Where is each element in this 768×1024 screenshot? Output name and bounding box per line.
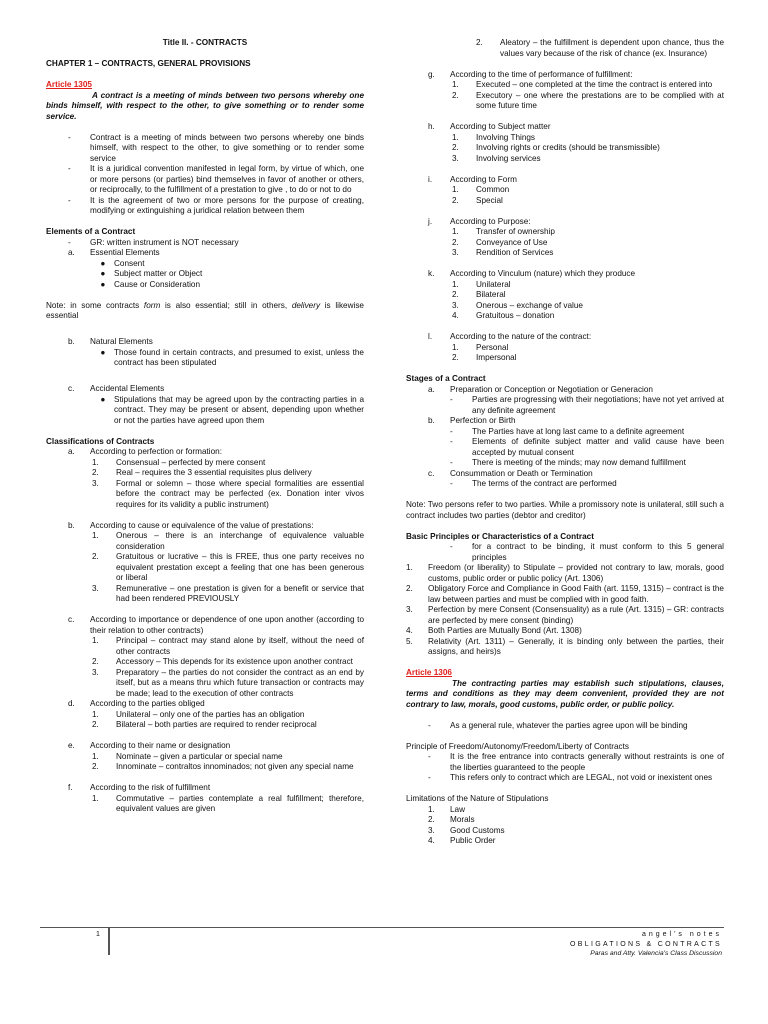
article-1305-label: Article 1305 (46, 80, 92, 89)
list-item: ● Those found in certain contracts, and presumed to exist, unless the contract has been stipulated (100, 347, 364, 367)
list-item: j. According to Purpose: (428, 216, 531, 226)
elements-note: Note: in some contracts form is also essential; still in others, delivery is likewise essential (46, 300, 364, 320)
list-item: 1. Unilateral (452, 279, 511, 289)
list-item: 1. Principal – contract may stand alone by itself, without the need of other contracts (92, 636, 364, 656)
list-item: - Elements of definite subject matter and valid cause have been accepted by mutual consent (450, 437, 724, 457)
list-item: - The Parties have at long last came to a definite agreement (450, 426, 685, 436)
list-item: 2. Bilateral – both parties are required to render reciprocal (92, 720, 317, 729)
list-item: - There is meeting of the minds; may now demand fulfillment (450, 458, 686, 467)
list-item: 1. Nominate – given a particular or special name (92, 751, 283, 761)
list-item: 2. Impersonal (452, 353, 517, 362)
list-item: 2. Conveyance of Use (452, 237, 548, 247)
list-item: b. Perfection or Birth (428, 416, 516, 425)
list-item: c. According to importance or dependence of one upon another (according to their relation to other contracts) (68, 615, 364, 635)
list-item: 1. Involving Things (452, 132, 536, 142)
list-item: 2. Innominate – contraltos innominados; not given any special name (92, 762, 354, 771)
list-item: 3. Involving services (452, 153, 541, 163)
list-item: 1. Personal (452, 342, 509, 352)
list-item: - for a contract to be binding, it must conform to this 5 general principles (450, 542, 724, 562)
list-item: 4. Gratuitous – donation (452, 311, 555, 320)
article-1305-text: A contract is a meeting of minds between two persons whereby one binds himself, with respect to the other, to give something or to render some service. (46, 90, 364, 121)
article-1306-text: The contracting parties may establish such stipulations, clauses, terms and conditions as they may deem convenient, provided they are not contrary to law, morals, good customs, public order, or public policy. (406, 678, 724, 709)
page-number: 1 (96, 931, 100, 938)
list-item: b. According to cause or equivalence of the value of prestations: (68, 520, 314, 530)
list-item: 3. Rendition of Services (452, 248, 554, 257)
list-item: 2. Real – requires the 3 essential requisites plus delivery (92, 468, 312, 477)
list-item: e. According to their name or designation (68, 741, 231, 750)
principles-heading: Basic Principles or Characteristics of a Contract (406, 531, 594, 541)
list-item: - It is the free entrance into contracts generally without restraints is one of the liberties guaranteed to the people (428, 752, 724, 772)
footer-vertical-divider (108, 928, 110, 955)
title: Title II. - CONTRACTS (162, 38, 248, 47)
list-item: 1. Onerous – there is an interchange of equivalence valuable consideration (92, 531, 364, 551)
list-item: 1. Freedom (or liberality) to Stipulate – provided not contrary to law, morals, good customs, public order or public policy (Art. 1306) (406, 563, 724, 583)
list-item: g. According to the time of performance of fulfillment: (428, 69, 633, 79)
list-item: 4. Both Parties are Mutually Bond (Art. 1308) (406, 626, 582, 635)
list-item: - It is the agreement of two or more persons for the purpose of creating, modifying or extinguishing a juridical relation between them (68, 195, 364, 215)
list-item: - GR: written instrument is NOT necessary (68, 237, 239, 247)
list-item: ● Subject matter or Object (100, 269, 203, 278)
left-column (46, 38, 364, 815)
list-item: 3. Good Customs (428, 825, 505, 835)
list-item: - This refers only to contract which are LEGAL, not void or inexistent ones (428, 773, 713, 782)
list-item: - It is a juridical convention manifested in legal form, by virtue of which, one or more persons (or parties) bind themselves in favor of another or others, or reciprocally, to the fulfillment of a prestation to give , to do or not to do (68, 164, 364, 194)
list-item: h. According to Subject matter (428, 122, 551, 131)
list-item: 2. Executory – one where the prestations are to be complied with at some future time (452, 90, 724, 110)
list-item: 1. Law (428, 804, 466, 814)
chapter-heading: CHAPTER 1 – CONTRACTS, GENERAL PROVISIONS (46, 59, 251, 68)
list-item: 3. Remunerative – one prestation is given for a benefit or service that had been rendered PREVIOUSLY (92, 583, 364, 603)
list-item: a. According to perfection or formation: (68, 447, 222, 456)
list-item: ● Cause or Consideration (100, 279, 201, 289)
list-item: - Parties are progressing with their negotiations; have not yet arrived at any definite agreement (450, 395, 724, 415)
list-item: 3. Formal or solemn – those where special formalities are essential before the contract may be perfected (ex. Donation inter vivos requires for its validity a public instrument) (92, 478, 364, 509)
freedom-heading: Principle of Freedom/Autonomy/Freedom/Liberty of Contracts (406, 741, 629, 751)
elements-heading: Elements of a Contract (46, 227, 136, 236)
stages-heading: Stages of a Contract (406, 374, 486, 383)
list-item: a. Essential Elements (68, 248, 160, 257)
footer-notes-title: angel's notes (641, 931, 722, 938)
limitations-heading: Limitations of the Nature of Stipulations (406, 794, 549, 803)
list-item: l. According to the nature of the contract: (428, 332, 592, 341)
list-item: a. Preparation or Conception or Negotiation or Generacion (428, 384, 653, 394)
list-item: 2. Accessory – This depends for its existence upon another contract (92, 657, 353, 666)
article-1306-label: Article 1306 (406, 668, 452, 677)
list-item: 2. Gratuitous or lucrative – this is FREE, thus one party receives no equivalent prestation except a feeling that one has been generous or liberal (92, 552, 364, 582)
list-item: - Contract is a meeting of minds between two persons whereby one binds himself, with respect to the other, to give something or to render some service (68, 132, 364, 163)
list-item: 1. Transfer of ownership (452, 227, 555, 236)
list-item: i. According to Form (428, 174, 517, 184)
list-item: 3. Preparatory – the parties do not consider the contract as an end by itself, but as a means thru which future transaction or contracts may be made; lead to the execution of other contracts (92, 667, 364, 698)
list-item: c. Accidental Elements (68, 384, 165, 393)
list-item: 3. Onerous – exchange of value (452, 300, 583, 310)
list-item: d. According to the parties obliged (68, 699, 205, 708)
list-item: 1. Consensual – perfected by mere consent (92, 457, 266, 467)
footer-subject: OBLIGATIONS & CONTRACTS (570, 941, 722, 948)
list-item: 4. Public Order (428, 836, 496, 845)
list-item: f. According to the risk of fulfillment (68, 783, 211, 792)
classifications-heading: Classifications of Contracts (46, 436, 155, 446)
list-item: 2. Special (452, 195, 503, 205)
list-item: 2. Involving rights or credits (should be transmissible) (452, 143, 660, 152)
list-item: - The terms of the contract are performed (450, 479, 617, 488)
right-column (406, 38, 724, 847)
list-item: 2. Obligatory Force and Compliance in Good Faith (art. 1159, 1315) – contract is the law between parties and must be complied with in good faith. (406, 584, 724, 604)
list-item: 3. Perfection by mere Consent (Consensuality) as a rule (Art. 1315) – GR: contracts are perfected by mere consent (binding) (406, 605, 724, 625)
list-item: ● Stipulations that may be agreed upon by the contracting parties in a contract. They may be present or absent, depending upon whether or not the parties have agreed upon them (100, 394, 364, 425)
list-item: - As a general rule, whatever the parties agree upon will be binding (428, 720, 688, 730)
list-item: 2. Aleatory – the fulfillment is dependent upon chance, thus the values vary because of the risk of chance (ex. Insurance) (476, 38, 724, 58)
list-item: c. Consummation or Death or Termination (428, 468, 593, 478)
stages-note: Note: Two persons refer to two parties. While a promissory note is unilateral, still such a contract includes two parties (debtor and creditor) (406, 500, 724, 520)
footer-source: Paras and Atty. Valencia's Class Discussion (590, 950, 722, 957)
list-item: 2. Morals (428, 815, 475, 824)
list-item: ● Consent (100, 258, 145, 268)
list-item: 2. Bilateral (452, 290, 506, 299)
list-item: b. Natural Elements (68, 337, 153, 346)
list-item: k. According to Vinculum (nature) which they produce (428, 269, 636, 278)
footer-divider (40, 927, 724, 928)
list-item: 1. Commutative – parties contemplate a real fulfillment; therefore, equivalent values are given (92, 793, 364, 813)
list-item: 5. Relativity (Art. 1311) – Generally, it is binding only between the parties, their assigns, and heirs)s (406, 636, 724, 656)
list-item: 1. Unilateral – only one of the parties has an obligation (92, 709, 305, 719)
list-item: 1. Executed – one completed at the time the contract is entered into (452, 80, 713, 89)
list-item: 1. Common (452, 185, 510, 194)
